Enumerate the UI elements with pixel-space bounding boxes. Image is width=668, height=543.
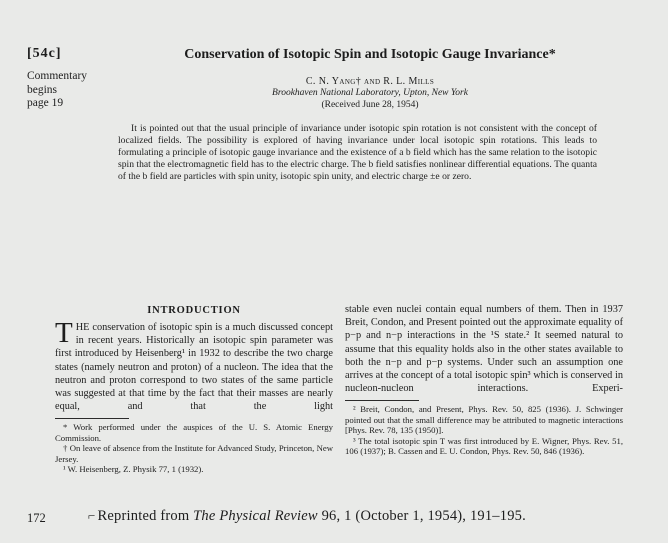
footnote-work-auspices: * Work performed under the auspices of the U. S. Atomic Energy Commission.: [55, 422, 333, 443]
dropcap-letter: T: [55, 317, 73, 349]
journal-name: The Physical Review: [193, 508, 318, 524]
left-column-paragraph: [55, 317, 333, 413]
paper-title: Conservation of Isotopic Spin and Isotopic Gauge Invariance*: [184, 47, 556, 62]
commentary-margin-note: [27, 70, 87, 111]
footnote-leave-of-absence: † On leave of absence from the Institute for Advanced Study, Princeton, New Jersey.: [55, 443, 333, 464]
book-page-number: 172: [27, 511, 46, 525]
margin-note-line: page 19: [27, 97, 64, 109]
right-column: [345, 303, 623, 456]
paper-authors: C. N. Yang† and R. L. Mills: [305, 76, 435, 87]
reprint-citation-line: [88, 508, 526, 525]
reprint-number-label: [54c]: [27, 46, 62, 61]
reprint-prefix: Reprinted from: [97, 508, 194, 524]
introduction-heading: INTRODUCTION: [147, 305, 241, 316]
received-date: (Received June 28, 1954): [321, 100, 419, 110]
left-column-text: HE conservation of isotopic spin is a much discussed concept in recent years. Historically an isotopic spin parameter was first introduced by Heisenberg¹ in 1932 to describe the two charge states (namely neutron and proton) of a nucleon. The idea that the neutron and proton correspond to two states of the same particle was suggested at that time by the fact that their masses are nearly equal, and that the light: [55, 322, 333, 413]
reprint-citation-detail: 96, 1 (October 1, 1954), 191–195.: [317, 508, 526, 524]
paper-affiliation: Brookhaven National Laboratory, Upton, New York: [272, 88, 468, 98]
reprint-corner-mark: ⌐: [88, 508, 96, 523]
footnote-wigner-cassen-ref: ³ The total isotopic spin T was first introduced by E. Wigner, Phys. Rev. 51, 106 (1937); B. Cassen and E. U. Condon, Phys. Rev. 50, 846 (1936).: [345, 435, 623, 457]
margin-note-line: Commentary: [27, 70, 88, 82]
margin-note-line: begins: [27, 83, 58, 96]
footnote-rule: [55, 418, 129, 419]
left-column: [55, 305, 333, 474]
paper-abstract: It is pointed out that the usual principle of invariance under isotopic spin rotation is not consistent with the concept of localized fields. The possibility is explored of having invariance under local isotopic spin rotations. This leads to formulating a principle of isotopic gauge invariance and the existence of a b field which has the same relation to the isotopic spin that the electromagnetic field has to the electric charge. The b field satisfies nonlinear differential equations. The quanta of the b field are particles with spin unity, isotopic spin unity, and electric charge ±e or zero.: [118, 123, 597, 182]
footnote-breit-condon-ref: ² Breit, Condon, and Present, Phys. Rev. 50, 825 (1936). J. Schwinger pointed out that the small difference may be attributed to magnetic interactions [Phys. Rev. 78, 135 (1950)].: [345, 404, 623, 436]
footnote-rule: [345, 400, 419, 401]
footnote-heisenberg-ref: ¹ W. Heisenberg, Z. Physik 77, 1 (1932).: [63, 464, 204, 475]
right-column-paragraph: stable even nuclei contain equal numbers of them. Then in 1937 Breit, Condon, and Present pointed out the approximate equality of p−p and n−p interactions in the ¹S state.² It seemed natural to assume that this equality holds also in the other states available to both the n−p and p−p systems. Under such an assumption one arrives at the concept of a total isotopic spin³ which is conserved in nucleon-nucleon interactions. Experi-: [345, 304, 623, 395]
